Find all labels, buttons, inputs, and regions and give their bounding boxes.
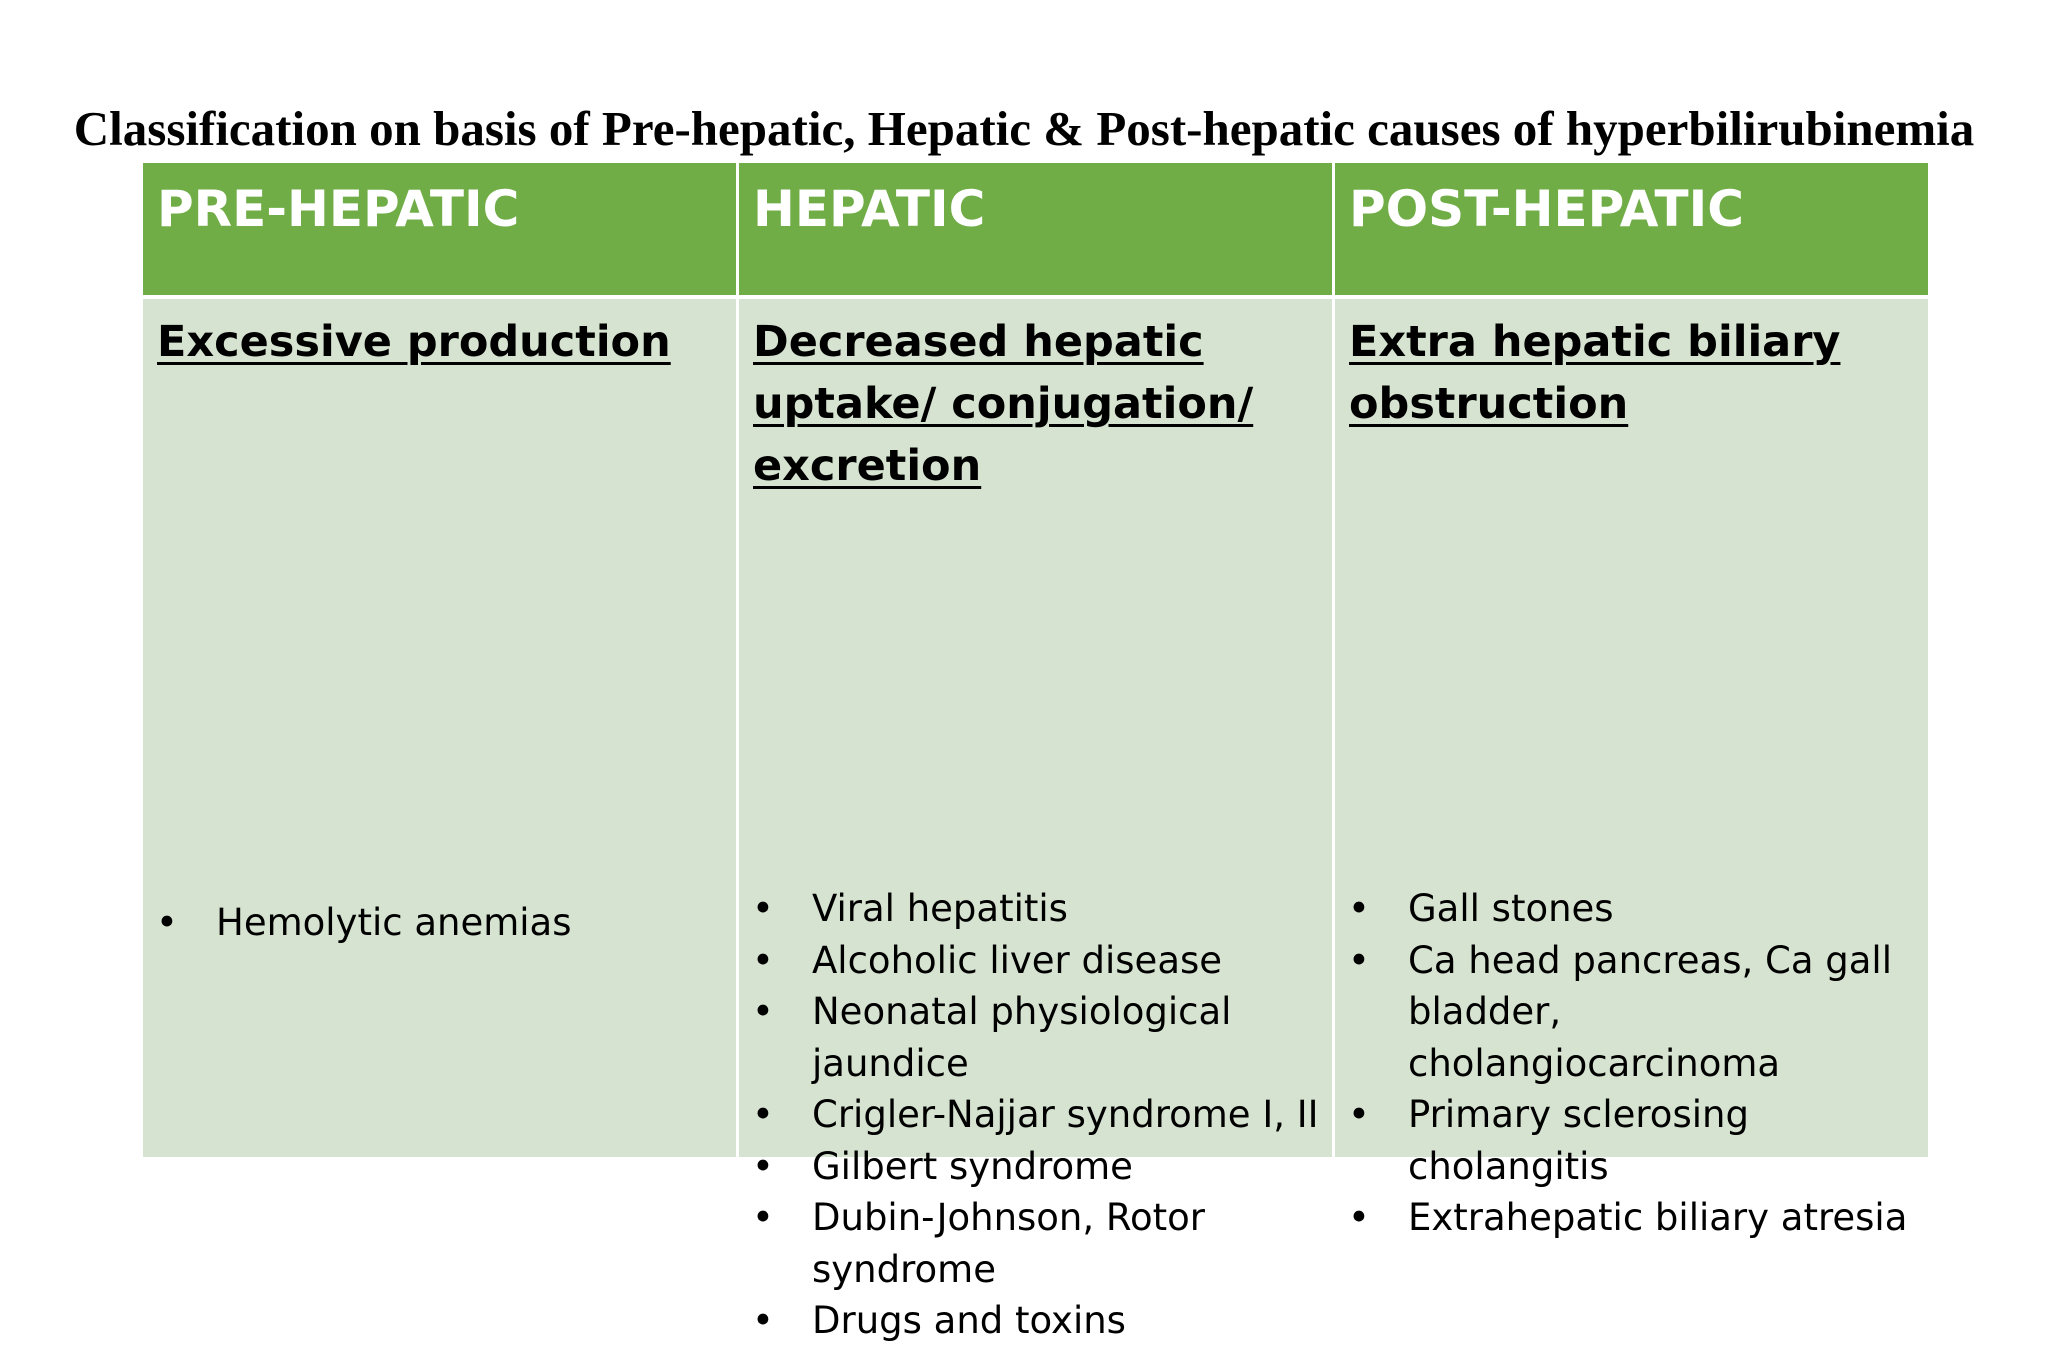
subheading-pre-hepatic: Excessive production (157, 317, 671, 367)
bullet-icon: • (1348, 887, 1370, 930)
list-item: • Dubin-Johnson, Rotor syndrome (739, 1192, 1328, 1295)
list-item: • Drugs and toxins (739, 1295, 1328, 1347)
list-pre-hepatic (143, 897, 732, 949)
header-post-hepatic: POST-HEPATIC (1335, 163, 1928, 295)
list-item: • Extrahepatic biliary atresia (1335, 1192, 1924, 1244)
list-item: • Neonatal physiological jaundice (739, 986, 1328, 1089)
bullet-icon: • (752, 938, 774, 982)
cell-pre-hepatic (143, 299, 736, 1157)
list-item: • Gall stones (1335, 883, 1924, 935)
classification-table (143, 163, 1928, 1342)
bullet-icon: • (752, 1196, 774, 1239)
slide-title: Classification on basis of Pre-hepatic, Hepatic & Post-hepatic causes of hyperbilirubinemia (73, 101, 1975, 156)
bullet-icon: • (752, 887, 774, 930)
bullet-icon: • (156, 901, 178, 944)
header-pre-hepatic: PRE-HEPATIC (143, 163, 736, 295)
list-item: • Crigler-Najjar syndrome I, II (739, 1089, 1328, 1141)
list-hepatic (739, 883, 1328, 1347)
bullet-icon: • (752, 1093, 774, 1136)
bullet-icon: • (1348, 938, 1370, 982)
list-post-hepatic (1335, 883, 1924, 1244)
header-hepatic: HEPATIC (739, 163, 1332, 295)
list-item: • Viral hepatitis (739, 883, 1328, 935)
list-item: • Ca head pancreas, Ca gall bladder, cholangiocarcinoma (1335, 935, 1924, 1090)
bullet-icon: • (1348, 1196, 1370, 1239)
cell-post-hepatic (1335, 299, 1928, 1239)
bullet-icon: • (752, 990, 774, 1033)
list-item: • Alcoholic liver disease (739, 935, 1328, 987)
subheading-post-hepatic: Extra hepatic biliary obstruction (1349, 317, 1841, 429)
cell-hepatic (739, 299, 1332, 1342)
bullet-icon: • (752, 1144, 774, 1188)
list-item: • Primary sclerosing cholangitis (1335, 1089, 1924, 1192)
bullet-icon: • (1348, 1093, 1370, 1136)
bullet-icon: • (752, 1299, 774, 1342)
subheading-hepatic: Decreased hepatic uptake/ conjugation/ excretion (753, 317, 1254, 491)
list-item: • Hemolytic anemias (143, 897, 732, 949)
list-item: • Gilbert syndrome (739, 1141, 1328, 1193)
